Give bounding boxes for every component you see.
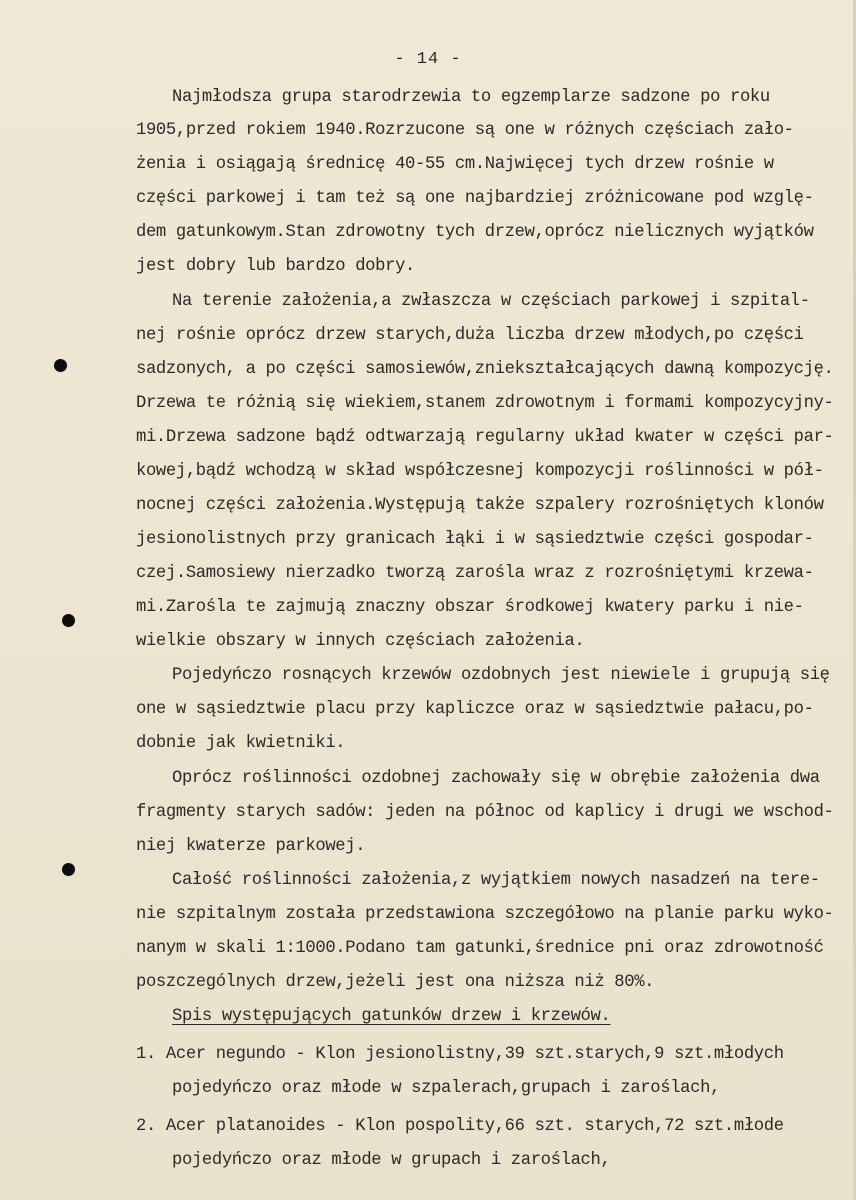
- text-line: jesionolistnych przy granicach łąki i w sąsiedztwie części gospodar-: [136, 530, 814, 549]
- text-line: nej rośnie oprócz drzew starych,duża liczba drzew młodych,po części: [136, 326, 804, 345]
- text-line: dem gatunkowym.Stan zdrowotny tych drzew,oprócz nielicznych wyjątków: [136, 223, 814, 242]
- punch-hole-middle: [62, 614, 75, 627]
- text-line: mi.Drzewa sadzone bądź odtwarzają regularny układ kwater w części par-: [136, 428, 834, 447]
- text-line: dobnie jak kwietniki.: [136, 734, 346, 753]
- text-line: Oprócz roślinności ozdobnej zachowały się w obrębie założenia dwa: [172, 769, 820, 788]
- text-line: niej kwaterze parkowej.: [136, 837, 366, 856]
- list-item-continuation: pojedyńczo oraz młode w grupach i zaroślach,: [172, 1151, 611, 1170]
- text-line: one w sąsiedztwie placu przy kapliczce oraz w sąsiedztwie pałacu,po-: [136, 700, 814, 719]
- text-line: kowej,bądź wchodzą w skład współczesnej kompozycji roślinności w pół-: [136, 462, 824, 481]
- text-line: Najmłodsza grupa starodrzewia to egzemplarze sadzone po roku: [172, 88, 770, 107]
- text-line: nanym w skali 1:1000.Podano tam gatunki,średnice pni oraz zdrowotność: [136, 939, 824, 958]
- text-line: mi.Zarośla te zajmują znaczny obszar środkowej kwatery parku i nie-: [136, 598, 804, 617]
- list-item: 1. Acer negundo - Klon jesionolistny,39 szt.starych,9 szt.młodych: [136, 1045, 784, 1064]
- text-line: Pojedyńczo rosnących krzewów ozdobnych jest niewiele i grupują się: [172, 666, 830, 685]
- text-line: części parkowej i tam też są one najbardziej zróżnicowane pod wzglę-: [136, 189, 814, 208]
- punch-hole-bottom: [62, 863, 75, 876]
- text-line: jest dobry lub bardzo dobry.: [136, 257, 415, 276]
- section-heading: Spis występujących gatunków drzew i krzewów.: [172, 1007, 611, 1026]
- text-line: wielkie obszary w innych częściach założenia.: [136, 632, 585, 651]
- text-line: Całość roślinności założenia,z wyjątkiem nowych nasadzeń na tere-: [172, 871, 820, 890]
- text-line: żenia i osiągają średnicę 40-55 cm.Najwięcej tych drzew rośnie w: [136, 155, 774, 174]
- text-line: nocnej części założenia.Występują także szpalery rozrośniętych klonów: [136, 496, 824, 515]
- text-line: 1905,przed rokiem 1940.Rozrzucone są one w różnych częściach zało-: [136, 121, 794, 140]
- page-number: - 14 -: [394, 50, 462, 69]
- text-line: nie szpitalnym została przedstawiona szczegółowo na planie parku wyko-: [136, 905, 834, 924]
- text-line: sadzonych, a po części samosiewów,zniekształcających dawną kompozycję.: [136, 360, 834, 379]
- text-line: poszczególnych drzew,jeżeli jest ona niższa niż 80%.: [136, 973, 655, 992]
- text-line: Na terenie założenia,a zwłaszcza w częściach parkowej i szpital-: [172, 292, 810, 311]
- list-item: 2. Acer platanoides - Klon pospolity,66 szt. starych,72 szt.młode: [136, 1117, 784, 1136]
- text-line: Drzewa te różnią się wiekiem,stanem zdrowotnym i formami kompozycyjny-: [136, 394, 834, 413]
- list-item-continuation: pojedyńczo oraz młode w szpalerach,grupach i zaroślach,: [172, 1079, 721, 1098]
- text-line: czej.Samosiewy nierzadko tworzą zarośla wraz z rozrośniętymi krzewa-: [136, 564, 814, 583]
- punch-hole-top: [54, 359, 67, 372]
- text-line: fragmenty starych sadów: jeden na północ od kaplicy i drugi we wschod-: [136, 803, 834, 822]
